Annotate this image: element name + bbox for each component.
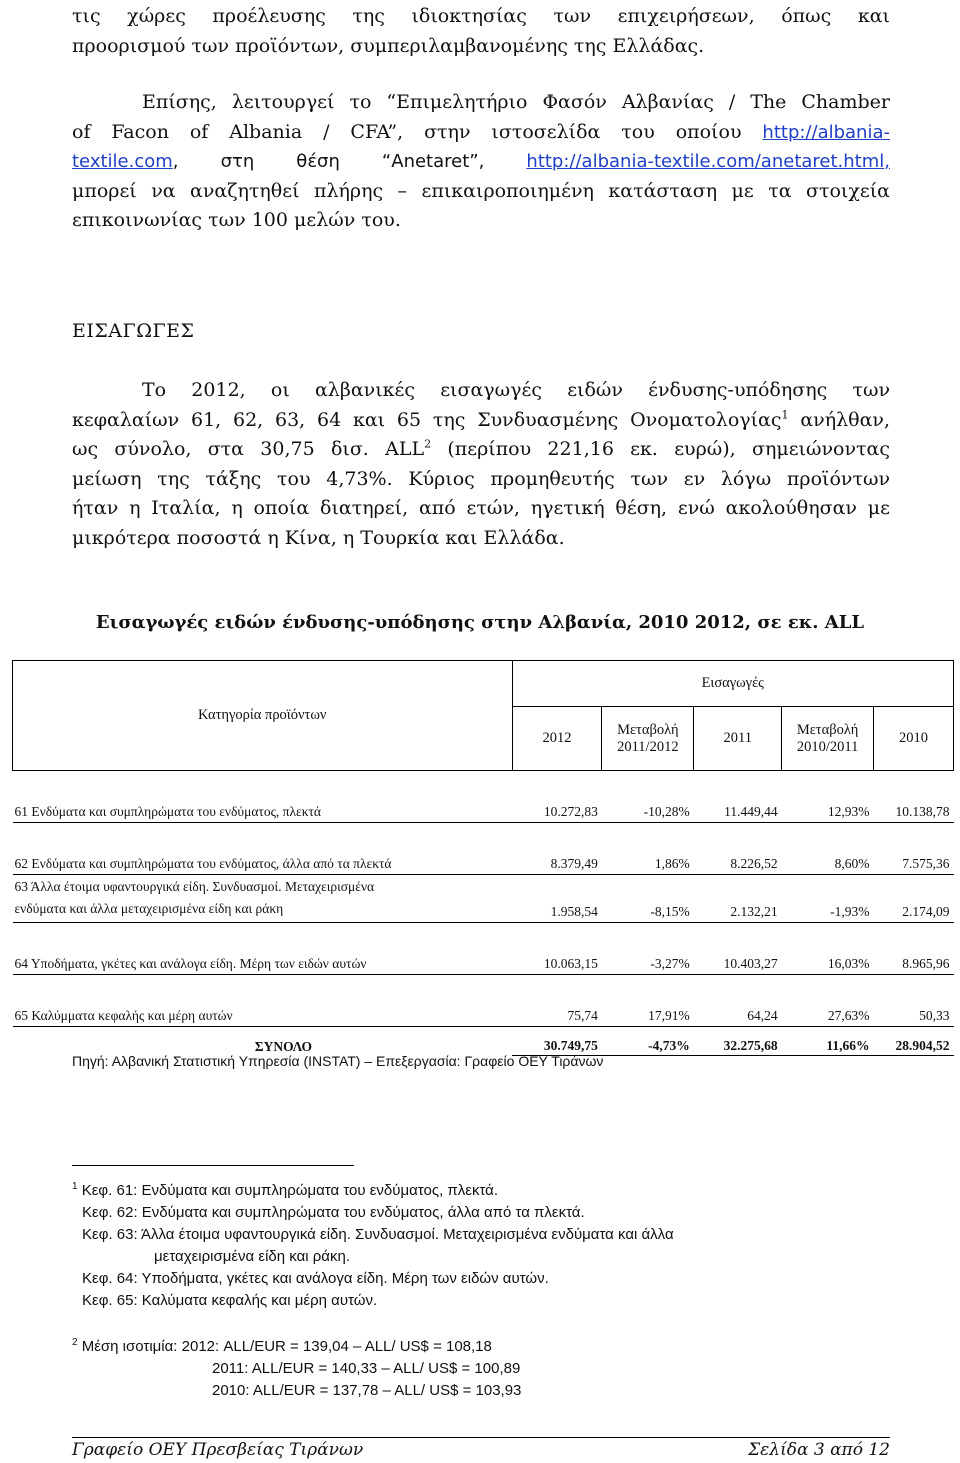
footnote-1 xyxy=(72,1180,674,1312)
table-row xyxy=(13,993,954,1027)
cell-change-2: 16,03% xyxy=(782,941,874,975)
footnote-line: Κεφ. 62: Ενδύματα και συμπληρώματα του ενδύματος, άλλα από τα πλεκτά. xyxy=(82,1204,585,1221)
footnote-line: 2010: ALL/EUR = 137,78 – ALL/ US$ = 103,93 xyxy=(212,1382,522,1399)
row-category: 65 Καλύμματα κεφαλής και μέρη αυτών xyxy=(13,993,513,1027)
cell-change-2: 12,93% xyxy=(782,789,874,823)
chamber-paragraph xyxy=(72,88,890,236)
intro-line: προορισμού των προϊόντων, συμπεριλαμβανομένης της Ελλάδας. xyxy=(72,34,705,57)
footnote-line: $^2$ Μέση ισοτιμία: 2012: ALL/EUR = 139,04 – ALL/ US$ = 108,18 xyxy=(72,1337,492,1355)
section-heading: ΕΙΣΑΓΩΓΕΣ xyxy=(72,320,195,342)
cell-2010: 2.174,09 xyxy=(874,875,954,923)
total-change-2: 11,66% xyxy=(782,1027,874,1056)
cell-2012: 75,74 xyxy=(512,993,602,1027)
chamber-line: μπορεί να αναζητηθεί πλήρης – επικαιροποιημένη κατάσταση με τα στοιχεία xyxy=(72,179,890,202)
cell-change-1: -3,27% xyxy=(602,941,694,975)
footnote-line: Κεφ. 64: Υποδήματα, γκέτες και ανάλογα είδη. Μέρη των ειδών αυτών. xyxy=(82,1270,549,1287)
header-category: Κατηγορία προϊόντων xyxy=(13,661,513,771)
header-change-2010-2011: Μεταβολή 2010/2011 xyxy=(782,707,874,771)
cell-2010: 8.965,96 xyxy=(874,941,954,975)
imports-line: μικρότερα ποσοστά η Κίνα, η Τουρκία και Ελλάδα. xyxy=(72,526,565,549)
footnote-ref[interactable]: 1 xyxy=(781,408,789,422)
table-row xyxy=(13,789,954,823)
row-category: 61 Ενδύματα και συμπληρώματα του ενδύματος, πλεκτά xyxy=(13,789,513,823)
imports-line xyxy=(72,406,890,436)
cell-2011: 10.403,27 xyxy=(694,941,782,975)
table-title: Εισαγωγές ειδών ένδυσης-υπόδησης στην Αλβανία, 2010 2012, σε εκ. ALL xyxy=(95,612,865,633)
cell-2011: 2.132,21 xyxy=(694,875,782,923)
footnote-line: Κεφ. 65: Καλύματα κεφαλής και μέρη αυτών. xyxy=(82,1292,378,1309)
cell-2010: 7.575,36 xyxy=(874,841,954,875)
cell-change-1: 17,91% xyxy=(602,993,694,1027)
total-2012: 30.749,75 xyxy=(512,1027,602,1056)
cell-change-1: -10,28% xyxy=(602,789,694,823)
table-row xyxy=(13,841,954,875)
cell-change-2: -1,93% xyxy=(782,875,874,923)
imports-line: ήταν η Ιταλία, η οποία διατηρεί, από ετών, ηγετική θέση, ενώ ακολούθησαν με xyxy=(72,497,890,519)
cell-2012: 10.272,83 xyxy=(512,789,602,823)
row-category: 63 Άλλα έτοιμα υφαντουργικά είδη. Συνδυασμοί. Μεταχειρισμένα ενδύματα και άλλα μεταχειρισμένα είδη και ράκη xyxy=(13,875,513,923)
cfa-link[interactable]: http://albania- xyxy=(762,121,890,143)
cell-2011: 8.226,52 xyxy=(694,841,782,875)
cell-2012: 8.379,49 xyxy=(512,841,602,875)
imports-table xyxy=(12,660,954,1056)
total-row xyxy=(13,1027,954,1056)
total-label: ΣΥΝΟΛΟ xyxy=(254,1038,313,1054)
footer-page-number: Σελίδα 3 από 12 xyxy=(748,1440,890,1460)
row-category: 64 Υποδήματα, γκέτες και ανάλογα είδη. Μέρη των ειδών αυτών xyxy=(13,941,513,975)
chamber-line xyxy=(72,118,890,148)
cell-change-2: 27,63% xyxy=(782,993,874,1027)
chamber-line: επικοινωνίας των 100 μελών του. xyxy=(72,209,401,231)
cell-2012: 10.063,15 xyxy=(512,941,602,975)
footnote-line: $^1$ Κεφ. 61: Ενδύματα και συμπληρώματα του ενδύματος, πλεκτά. xyxy=(72,1181,499,1199)
table-row xyxy=(13,875,954,923)
cell-change-1: -8,15% xyxy=(602,875,694,923)
imports-text: ανήλθαν, xyxy=(788,408,890,431)
footnote-2 xyxy=(72,1336,521,1402)
total-change-1: -4,73% xyxy=(602,1027,694,1056)
cell-change-2: 8,60% xyxy=(782,841,874,875)
header-imports: Εισαγωγές xyxy=(512,661,953,707)
footnote-line: μεταχειρισμένα είδη και ράκη. xyxy=(154,1248,350,1265)
imports-paragraph xyxy=(72,376,890,553)
footnote-ref[interactable]: 2 xyxy=(424,437,432,451)
total-2010: 28.904,52 xyxy=(874,1027,954,1056)
imports-text: ως σύνολο, στα 30,75 δισ. ALL xyxy=(72,438,425,460)
cell-2012: 1.958,54 xyxy=(512,875,602,923)
header-2010: 2010 xyxy=(874,707,954,771)
chamber-text: of Facon of Albania / CFA”, στην ιστοσελίδα του οποίου xyxy=(72,120,763,143)
imports-text: κεφαλαίων 61, 62, 63, 64 και 65 της Συνδυασμένης Ονοματολογίας xyxy=(72,408,782,431)
row-category: 62 Ενδύματα και συμπληρώματα του ενδύματος, άλλα από τα πλεκτά xyxy=(13,841,513,875)
cell-2010: 50,33 xyxy=(874,993,954,1027)
footnote-line: Κεφ. 63: Άλλα έτοιμα υφαντουργικά είδη. Συνδυασμοί. Μεταχειρισμένα ενδύματα και άλλα xyxy=(82,1226,674,1243)
members-link[interactable]: http://albania-textile.com/anetaret.html xyxy=(526,151,885,172)
table-row xyxy=(13,941,954,975)
footnote-divider xyxy=(72,1165,354,1166)
cell-2010: 10.138,78 xyxy=(874,789,954,823)
imports-line: Το 2012, οι αλβανικές εισαγωγές ειδών ένδυσης-υπόδησης των xyxy=(142,379,890,401)
intro-paragraph xyxy=(72,2,890,61)
chamber-line: Επίσης, λειτουργεί το “Επιμελητήριο Φασόν Αλβανίας / The Chamber xyxy=(142,91,890,113)
chamber-comma: , xyxy=(884,151,890,172)
imports-line xyxy=(72,435,890,465)
imports-line: μείωση της τάξης του 4,73%. Κύριος προμηθευτής των εν λόγω προϊόντων xyxy=(72,467,890,490)
chamber-line xyxy=(72,147,890,177)
table-source: Πηγή: Αλβανική Στατιστική Υπηρεσία (INSTAT) – Επεξεργασία: Γραφείο ΟΕΥ Τιράνων xyxy=(72,1053,604,1069)
cell-change-1: 1,86% xyxy=(602,841,694,875)
footer-office: Γραφείο ΟΕΥ Πρεσβείας Τιράνων xyxy=(72,1440,364,1460)
chamber-text: , στη θέση “Anetaret”, xyxy=(172,151,527,172)
cfa-link-cont[interactable]: textile.com xyxy=(72,151,173,172)
header-2012: 2012 xyxy=(512,707,602,771)
header-change-2011-2012: Μεταβολή 2011/2012 xyxy=(602,707,694,771)
total-2011: 32.275,68 xyxy=(694,1027,782,1056)
header-2011: 2011 xyxy=(694,707,782,771)
imports-text: (περίπου 221,16 εκ. ευρώ), σημειώνοντας xyxy=(431,438,890,460)
intro-line: τις χώρες προέλευσης της ιδιοκτησίας των επιχειρήσεων, όπως και xyxy=(72,5,890,27)
footer-divider xyxy=(72,1437,890,1438)
cell-2011: 11.449,44 xyxy=(694,789,782,823)
cell-2011: 64,24 xyxy=(694,993,782,1027)
footnote-line: 2011: ALL/EUR = 140,33 – ALL/ US$ = 100,89 xyxy=(212,1360,521,1377)
